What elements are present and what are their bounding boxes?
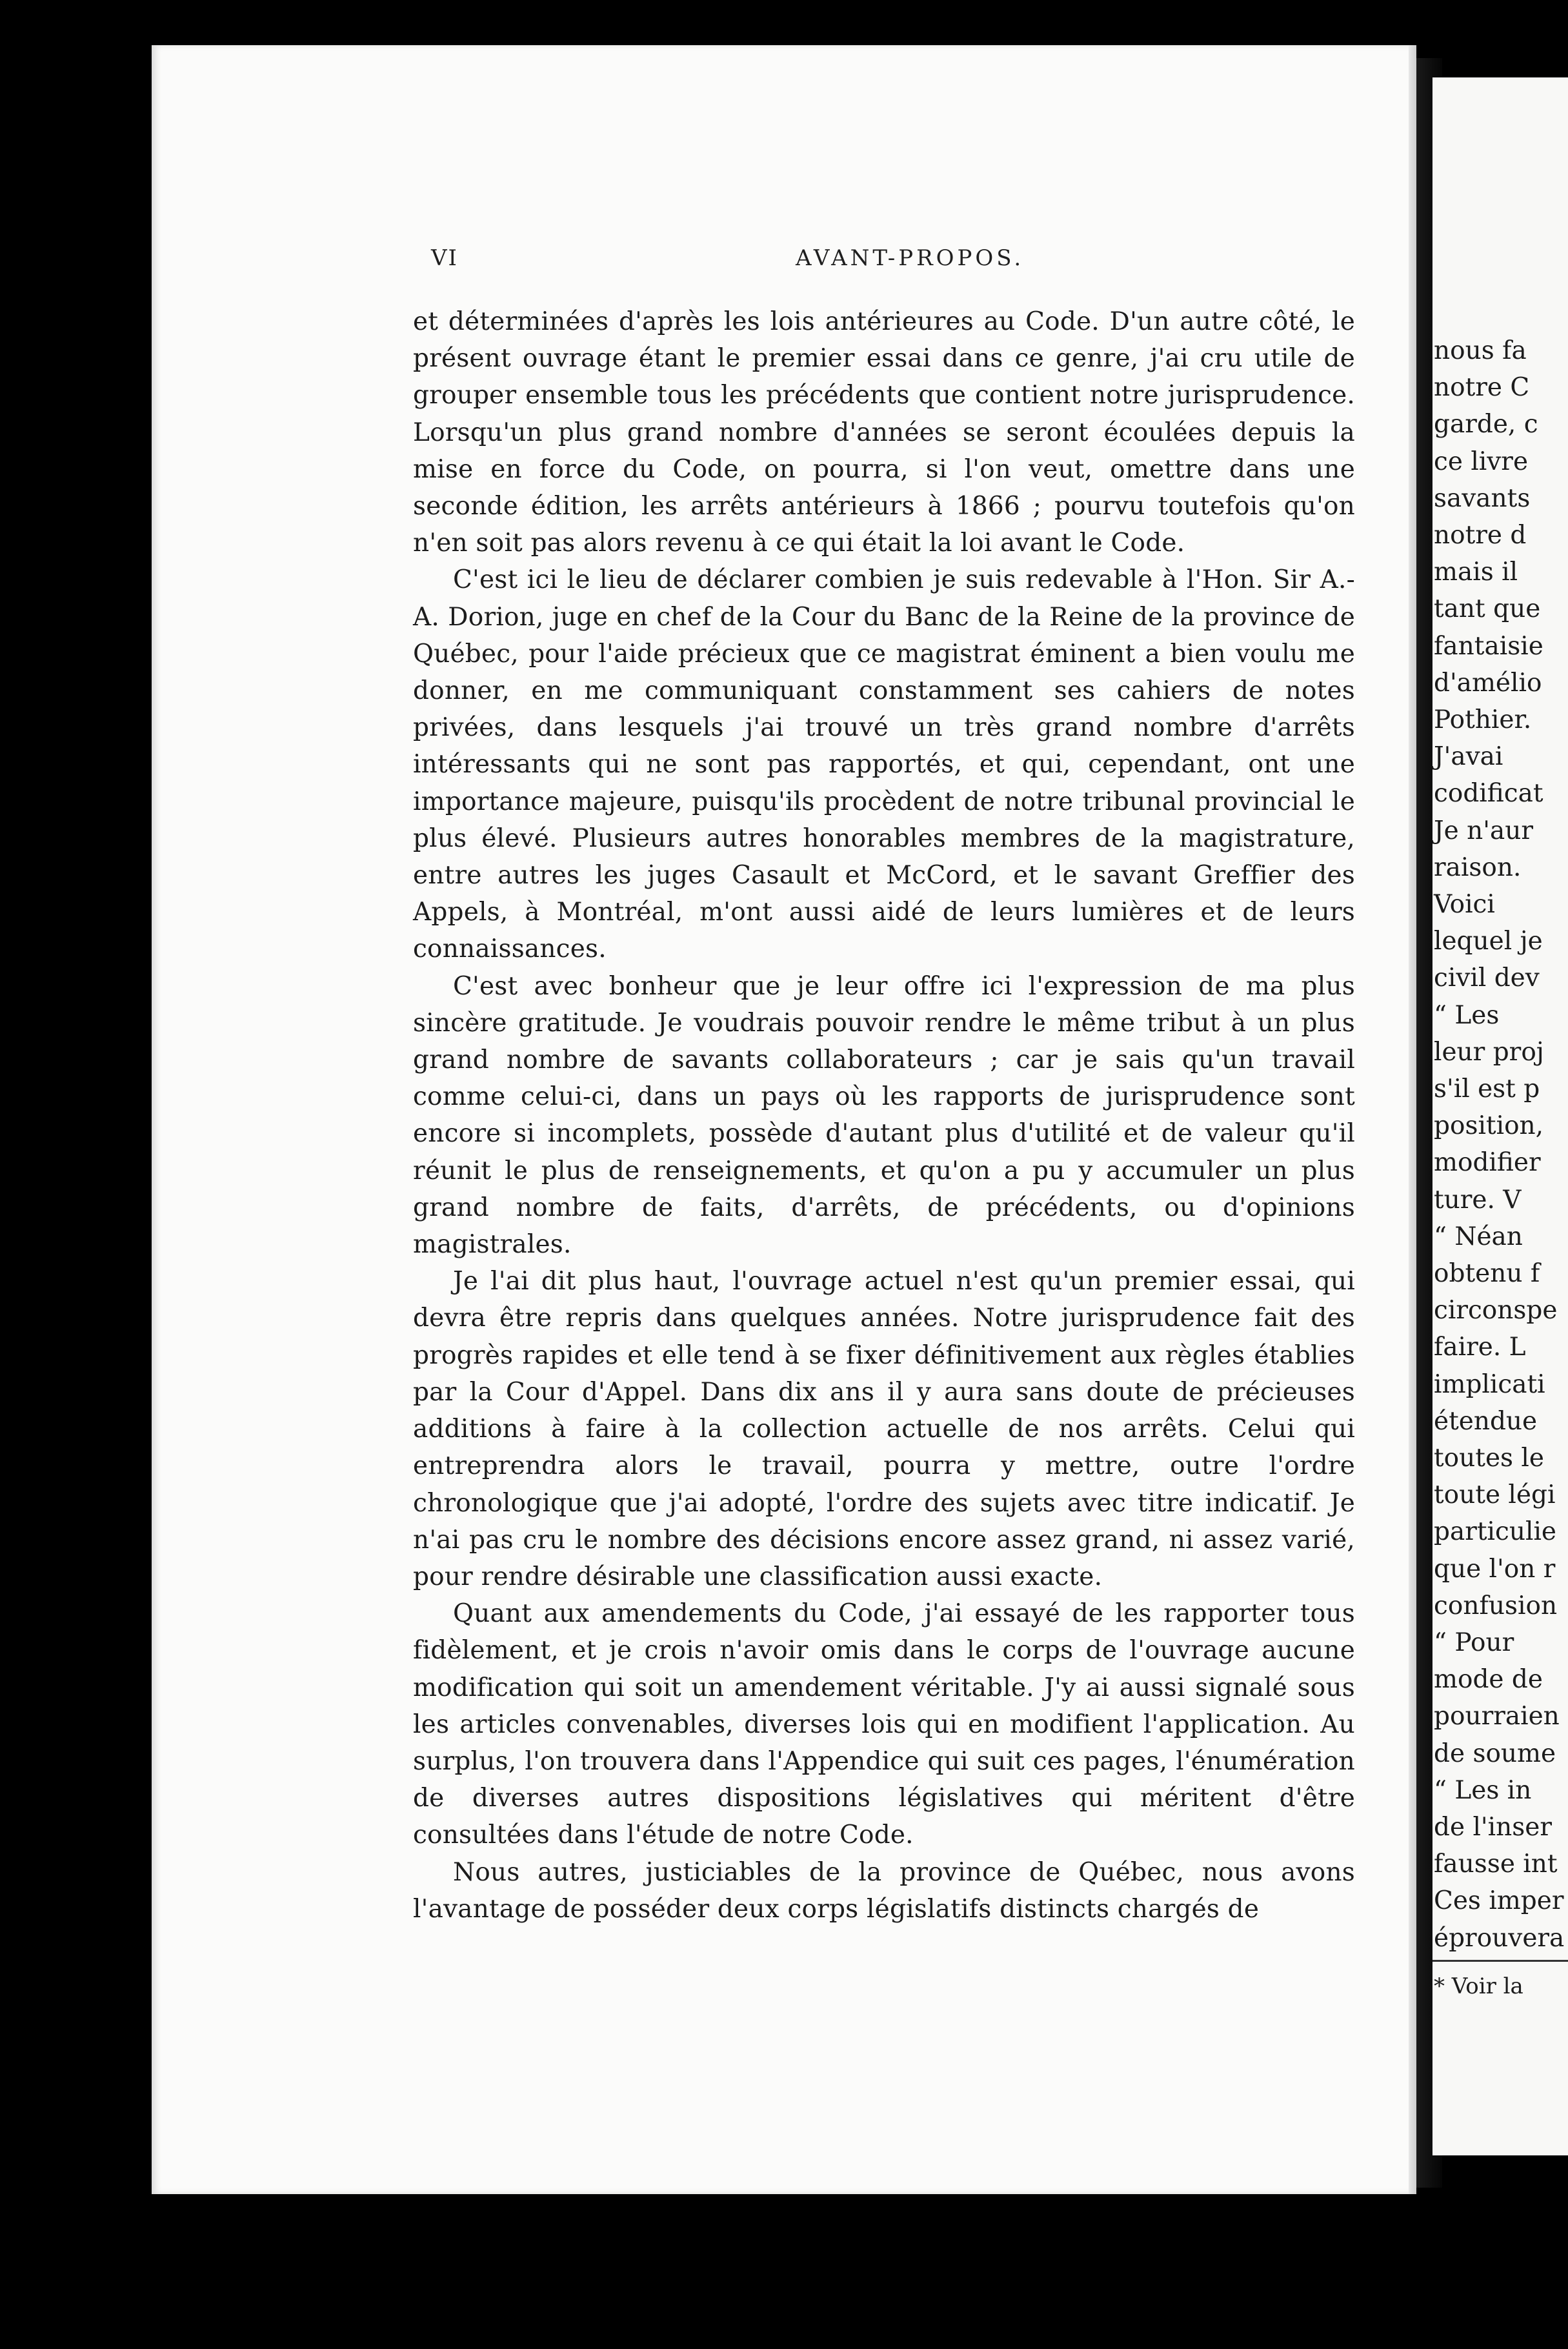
- paragraph: C'est ici le lieu de déclarer combien je suis redevable à l'Hon. Sir A.-A. Dorion, juge en chef de la Cour du Banc de la Reine de la province de Québec, pour l'aide précieux que ce magistrat éminent a bien voulu me donner, en me communiquant constamment ses cahiers de notes privées, dans lesquels j'ai trouvé un très grand nombre d'arrêts intéressants qui ne sont pas rapportés, et qui, cependant, ont une importance majeure, puisqu'ils procèdent de notre tribunal provincial le plus élevé. Plusieurs autres honorables membres de la magistrature, entre autres les juges Casault et McCord, et le savant Greffier des Appels, à Montréal, m'ont aussi aidé de leurs lumières et de leurs connaissances.: [413, 565, 1355, 964]
- running-head: [431, 245, 1347, 277]
- page-number: VI: [431, 245, 458, 271]
- right-page-line: position,: [1434, 1111, 1544, 1141]
- right-page-line: de l'inser: [1434, 1813, 1552, 1842]
- right-page-line: Voici: [1434, 890, 1495, 919]
- paragraph: C'est avec bonheur que je leur offre ici l'expression de ma plus sincère gratitude. Je voudrais pouvoir rendre le même tribut à un plus grand nombre de savants collaborateurs ; car je sais qu'un travail comme celui-ci, dans un pays où les rapports de jurisprudence sont encore si incomplets, possède d'autant plus d'utilité et de valeur qu'il réunit le plus de renseignements, et qu'on a pu y accumuler un plus grand nombre de faits, d'arrêts, de précédents, ou d'opinions magistrales.: [413, 971, 1355, 1260]
- right-page: [1432, 77, 1568, 2155]
- right-page-line: “ Les in: [1434, 1775, 1532, 1805]
- right-page-line: garde, c: [1434, 410, 1538, 439]
- right-page-line: mode de: [1434, 1665, 1543, 1695]
- right-page-line: éprouvera: [1434, 1923, 1565, 1953]
- body-text: [413, 303, 1355, 1928]
- right-page-line: toutes le: [1434, 1444, 1544, 1473]
- right-page-line: fausse int: [1434, 1850, 1558, 1879]
- right-page-line: nous fa: [1434, 336, 1527, 365]
- right-page-line: obtenu f: [1434, 1259, 1540, 1288]
- paragraph: et déterminées d'après les lois antérieures au Code. D'un autre côté, le présent ouvrage étant le premier essai dans ce genre, j'ai cru utile de grouper ensemble tous les précédents que contient notre jurisprudence. Lorsqu'un plus grand nombre d'années se seront écoulées depuis la mise en force du Code, on pourra, si l'on veut, omettre dans une seconde édition, les arrêts antérieurs à 1866 ; pourvu toutefois qu'on n'en soit pas alors revenu à ce qui était la loi avant le Code.: [413, 307, 1355, 558]
- right-page-line: ce livre: [1434, 447, 1529, 476]
- right-page-line: toute légi: [1434, 1480, 1556, 1510]
- right-page-line: implicati: [1434, 1369, 1545, 1399]
- paragraph: Quant aux amendements du Code, j'ai essayé de les rapporter tous fidèlement, et je crois n'avoir omis dans le corps de l'ouvrage aucune modification qui soit un amendement véritable. J'y ai aussi signalé sous les articles convenables, diverses lois qui en modifient l'application. Au surplus, l'on trouvera dans l'Appendice qui suit ces pages, l'énumération de diverses autres dispositions législatives qui méritent d'être consultées dans l'étude de notre Code.: [413, 1599, 1355, 1850]
- right-page-line: circonspe: [1434, 1296, 1558, 1326]
- paragraph: Nous autres, justiciables de la province de Québec, nous avons l'avantage de posséder deux corps législatifs distincts chargés de: [413, 1857, 1355, 1924]
- right-page-line: mais il: [1434, 558, 1518, 587]
- right-page-line: “ Néan: [1434, 1222, 1523, 1251]
- right-page-line: J'avai: [1434, 742, 1503, 772]
- right-page-line: lequel je: [1434, 927, 1543, 956]
- right-page-line: “ Les: [1434, 1000, 1500, 1030]
- footnote-rule: [1432, 1960, 1568, 1962]
- right-page-line: pourraien: [1434, 1702, 1560, 1731]
- right-page-line: raison.: [1434, 852, 1522, 882]
- page-header-title: AVANT-PROPOS.: [796, 245, 1025, 271]
- right-page-line: que l'on r: [1434, 1554, 1556, 1584]
- right-page-line: notre C: [1434, 373, 1530, 403]
- right-page-line: ture. V: [1434, 1185, 1522, 1215]
- right-page-line: fantaisie: [1434, 631, 1543, 661]
- right-page-line: Ces imper: [1434, 1886, 1564, 1916]
- right-page-line: modifier: [1434, 1148, 1541, 1178]
- right-page-line: confusion: [1434, 1591, 1558, 1620]
- right-page-line: particulie: [1434, 1517, 1556, 1547]
- right-page-line: savants: [1434, 483, 1531, 513]
- right-page-line: codificat: [1434, 779, 1543, 809]
- right-page-line: faire. L: [1434, 1333, 1526, 1362]
- footnote-text: * Voir la: [1434, 1973, 1523, 1999]
- right-page-line: d'amélio: [1434, 668, 1542, 698]
- right-page-line: étendue: [1434, 1406, 1538, 1436]
- right-page-line: Pothier.: [1434, 705, 1532, 734]
- right-page-line: s'il est p: [1434, 1074, 1540, 1104]
- right-page-line: Je n'aur: [1434, 816, 1533, 845]
- right-page-line: tant que: [1434, 594, 1541, 624]
- right-page-line: “ Pour: [1434, 1628, 1514, 1657]
- right-page-line: civil dev: [1434, 963, 1540, 993]
- paragraph: Je l'ai dit plus haut, l'ouvrage actuel n'est qu'un premier essai, qui devra être repris dans quelques années. Notre jurisprudence fait des progrès rapides et elle tend à se fixer définitivement aux règles établies par la Cour d'Appel. Dans dix ans il y aura sans doute de précieuses additions à faire à la collection actuelle de nos arrêts. Celui qui entreprendra alors le travail, pourra y mettre, outre l'ordre chronologique que j'ai adopté, l'ordre des sujets avec titre indicatif. Je n'ai pas cru le nombre des décisions encore assez grand, ni assez varié, pour rendre désirable une classification aussi exacte.: [413, 1267, 1355, 1591]
- right-page-line: notre d: [1434, 521, 1527, 550]
- right-page-line: leur proj: [1434, 1037, 1544, 1067]
- right-page-line: de soume: [1434, 1739, 1556, 1768]
